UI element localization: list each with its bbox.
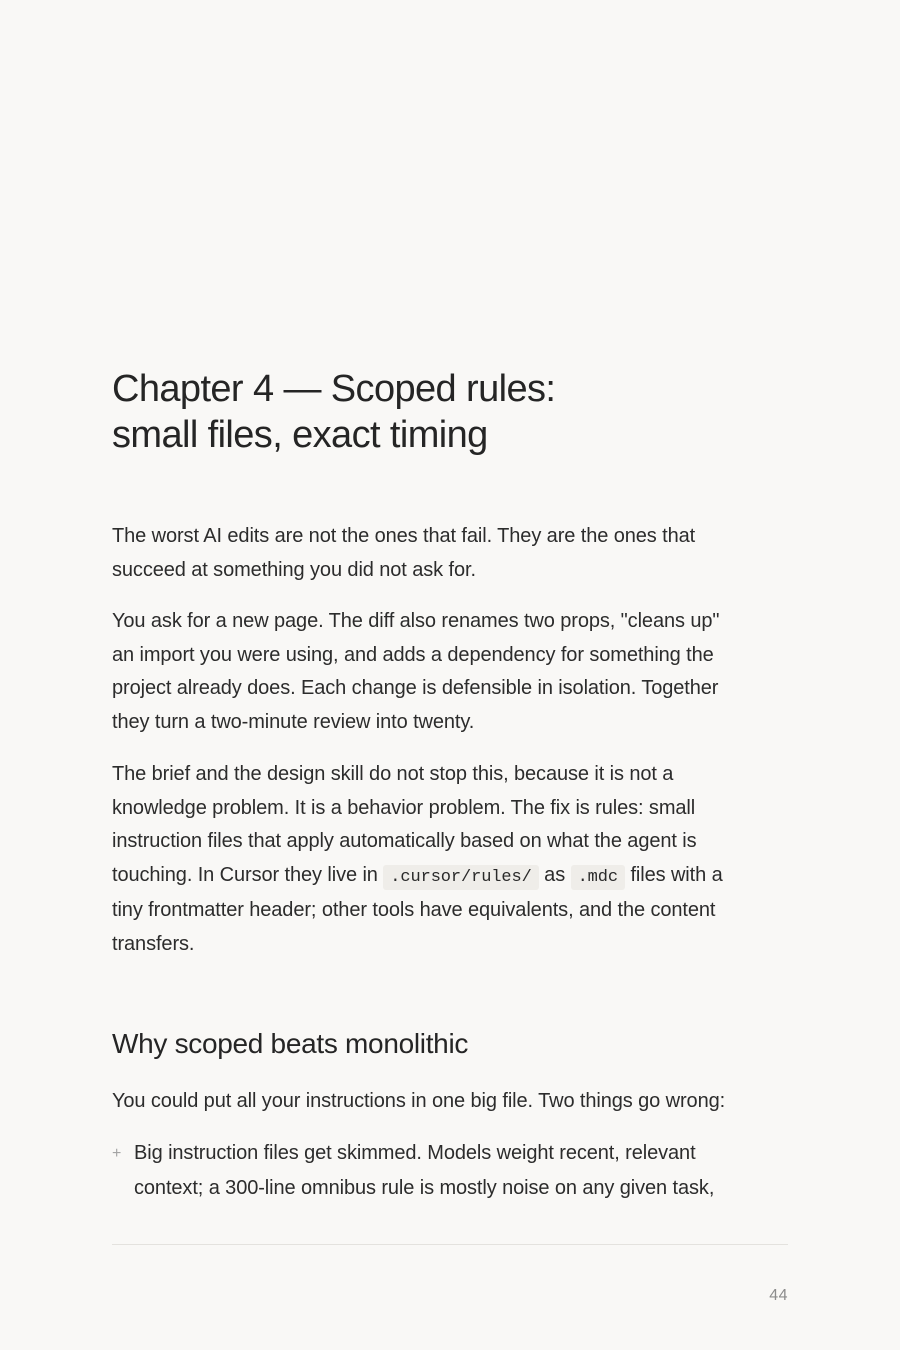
plus-bullet-icon: + bbox=[112, 1145, 122, 1162]
paragraph-monolithic bbox=[112, 1085, 788, 1119]
paragraph-line: You ask for a new page. The diff also renames two props, "cleans up" bbox=[112, 610, 720, 632]
list-item-line: Big instruction files get skimmed. Models weight recent, relevant bbox=[134, 1142, 696, 1164]
page-number: 44 bbox=[769, 1287, 788, 1304]
document-page bbox=[112, 0, 788, 1350]
chapter-title bbox=[112, 366, 555, 458]
chapter-title-line-1: Chapter 4 — Scoped rules: bbox=[112, 368, 556, 410]
chapter-title-line-2: small files, exact timing bbox=[112, 414, 488, 456]
paragraph-example bbox=[112, 605, 788, 739]
inline-code-extension: .mdc bbox=[571, 865, 625, 890]
footer-divider bbox=[112, 1244, 788, 1245]
bullet-list bbox=[112, 1136, 788, 1206]
paragraph-line: an import you were using, and adds a dependency for something the bbox=[112, 643, 714, 666]
paragraph-line: tiny frontmatter header; other tools have equivalents, and the content bbox=[112, 899, 716, 921]
paragraph-line: project already does. Each change is defensible in isolation. Together bbox=[112, 677, 719, 699]
paragraph-line: The worst AI edits are not the ones that fail. They are the ones that bbox=[112, 525, 696, 547]
paragraph-line: knowledge problem. It is a behavior problem. The fix is rules: small bbox=[112, 796, 696, 819]
text-segment: as bbox=[538, 863, 571, 886]
inline-code-rules-path: .cursor/rules/ bbox=[383, 865, 538, 890]
paragraph-line: they turn a two-minute review into twenty. bbox=[112, 710, 475, 733]
list-item-line: context; a 300-line omnibus rule is mostly noise on any given task, bbox=[134, 1177, 715, 1199]
paragraph-intro bbox=[112, 520, 788, 587]
paragraph-line-with-code bbox=[112, 859, 788, 895]
paragraph-line: The brief and the design skill do not stop this, because it is not a bbox=[112, 763, 674, 785]
list-item bbox=[112, 1136, 788, 1206]
paragraph-line: instruction files that apply automatically based on what the agent is bbox=[112, 830, 697, 852]
paragraph-line: succeed at something you did not ask for. bbox=[112, 558, 476, 581]
paragraph-line: You could put all your instructions in one big file. Two things go wrong: bbox=[112, 1090, 726, 1112]
paragraph-rules bbox=[112, 758, 788, 961]
text-segment: files with a bbox=[624, 863, 723, 886]
section-heading: Why scoped beats monolithic bbox=[112, 1028, 469, 1059]
text-segment: touching. In Cursor they live in bbox=[112, 863, 384, 886]
paragraph-line: transfers. bbox=[112, 932, 195, 955]
